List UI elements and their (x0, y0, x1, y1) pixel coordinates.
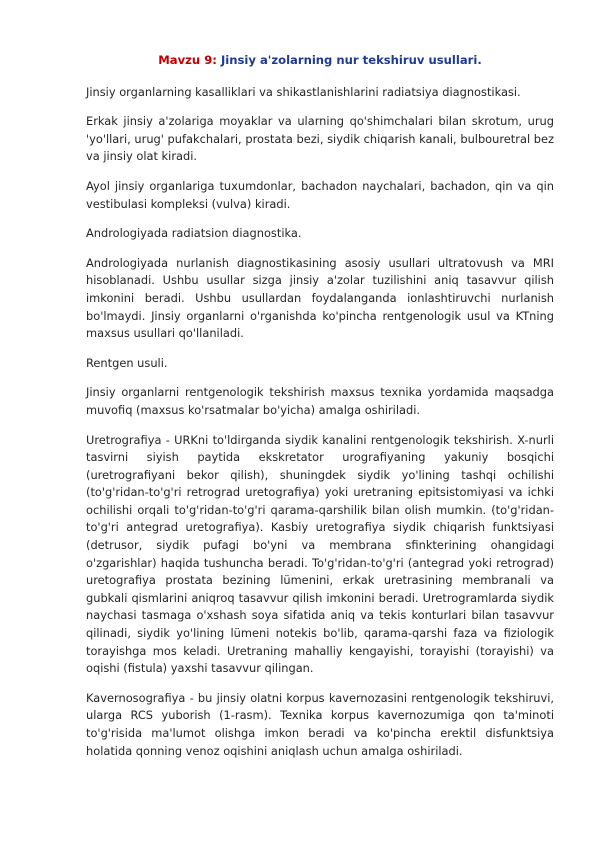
document-body (86, 52, 554, 772)
paragraph-andrology-heading: Andrologiyada radiatsion diagnostika. (86, 226, 302, 241)
paragraph-xray-examination: Jinsiy organlarni rentgenologik tekshirish maxsus texnika yordamida maqsadga muvofiq (maxsus ko'rsatmalar bo'yicha) amalga oshiriladi. (86, 385, 554, 417)
topic-title: Jinsiy a'zolarning nur tekshiruv usullari. (220, 53, 482, 67)
paragraph-xray-heading: Rentgen usuli. (86, 355, 168, 370)
paragraph-intro: Jinsiy organlarning kasalliklari va shikastlanishlarini radiatsiya diagnostikasi. (86, 84, 521, 99)
paragraph-cavernosography: Kavernosografiya - bu jinsiy olatni korpus kavernozasini rentgenologik tekshiruvi, ularga RCS yuborish (1-rasm). Texnika korpus kavernozumiga qon ta'minoti to'g'risida ma'lumot olishga imkon beradi va ko'pincha erektil disfunktsiya holatida qonning venoz oqishini aniqlash uchun amalga oshiriladi. (86, 690, 554, 758)
paragraph-urethrography: Uretrografiya - URKni to'ldirganda siydik kanalini rentgenologik tekshirish. X-nurli tasvirni siyish paytida ekskretator urografiyaning yakuniy bosqichi (uretrografiyani bekor qilish), shuningdek siydik yo'lining tashqi ochilishi (to'g'ridan-to'g'ri retrograd uretografiya) yoki uretraning epitsistomiyasi va ichki ochilishi orqali to'g'ridan-to'g'ri qarama-qarshilik bilan olish mumkin. (to'g'ridan-to'g'ri antegrad uretografiya). Kasbiy uretografiya siydik chiqarish funktsiyasi (detrusor, siydik pufagi bo'yni va membrana sfinkterining ohangidagi o'zgarishlar) haqida tushuncha beradi. To'g'ridan-to'g'ri (antegrad yoki retrograd) uretografiya prostata bezining lümenini, erkak uretrasining membranali va gubkali qismlarini aniqroq tasavvur qilish imkonini beradi. Uretrogramlarda siydik naychasi tasmaga o'xshash soya sifatida aniq va tekis konturlari bilan tasavvur qilinadi, siydik yo'lining lümeni notekis bo'lib, qarama-qarshi faza va fiziologik torayishga mos keladi. Uretraning mahalliy kengayishi, torayishi (torayishi) va oqishi (fistula) yaxshi tasavvur qilingan. (86, 432, 554, 676)
paragraph-andrology-methods: Andrologiyada nurlanish diagnostikasining asosiy usullari ultratovush va MRI hisoblanadi. Ushbu usullar sizga jinsiy a'zolar tuzilishini aniq tasavvur qilish imkonini beradi. Ushbu usullardan foydalanganda ionlashtiruvchi nurlanish bo'lmaydi. Jinsiy organlarni o'rganishda ko'pincha rentgenologik usul va KTning maxsus usullari qo'llaniladi. (86, 255, 554, 341)
paragraph-male-organs: Erkak jinsiy a'zolariga moyaklar va ularning qo'shimchalari bilan skrotum, urug 'yo'llari, urug' pufakchalari, prostata bezi, siydik chiqarish kanali, bulbouretral bez va jinsiy olat kiradi. (86, 114, 554, 164)
page-title (86, 52, 554, 70)
paragraph-female-organs: Ayol jinsiy organlariga tuxumdonlar, bachadon naychalari, bachadon, qin va qin vestibulasi kompleksi (vulva) kiradi. (86, 178, 554, 211)
topic-number: Mavzu 9: (158, 53, 217, 67)
